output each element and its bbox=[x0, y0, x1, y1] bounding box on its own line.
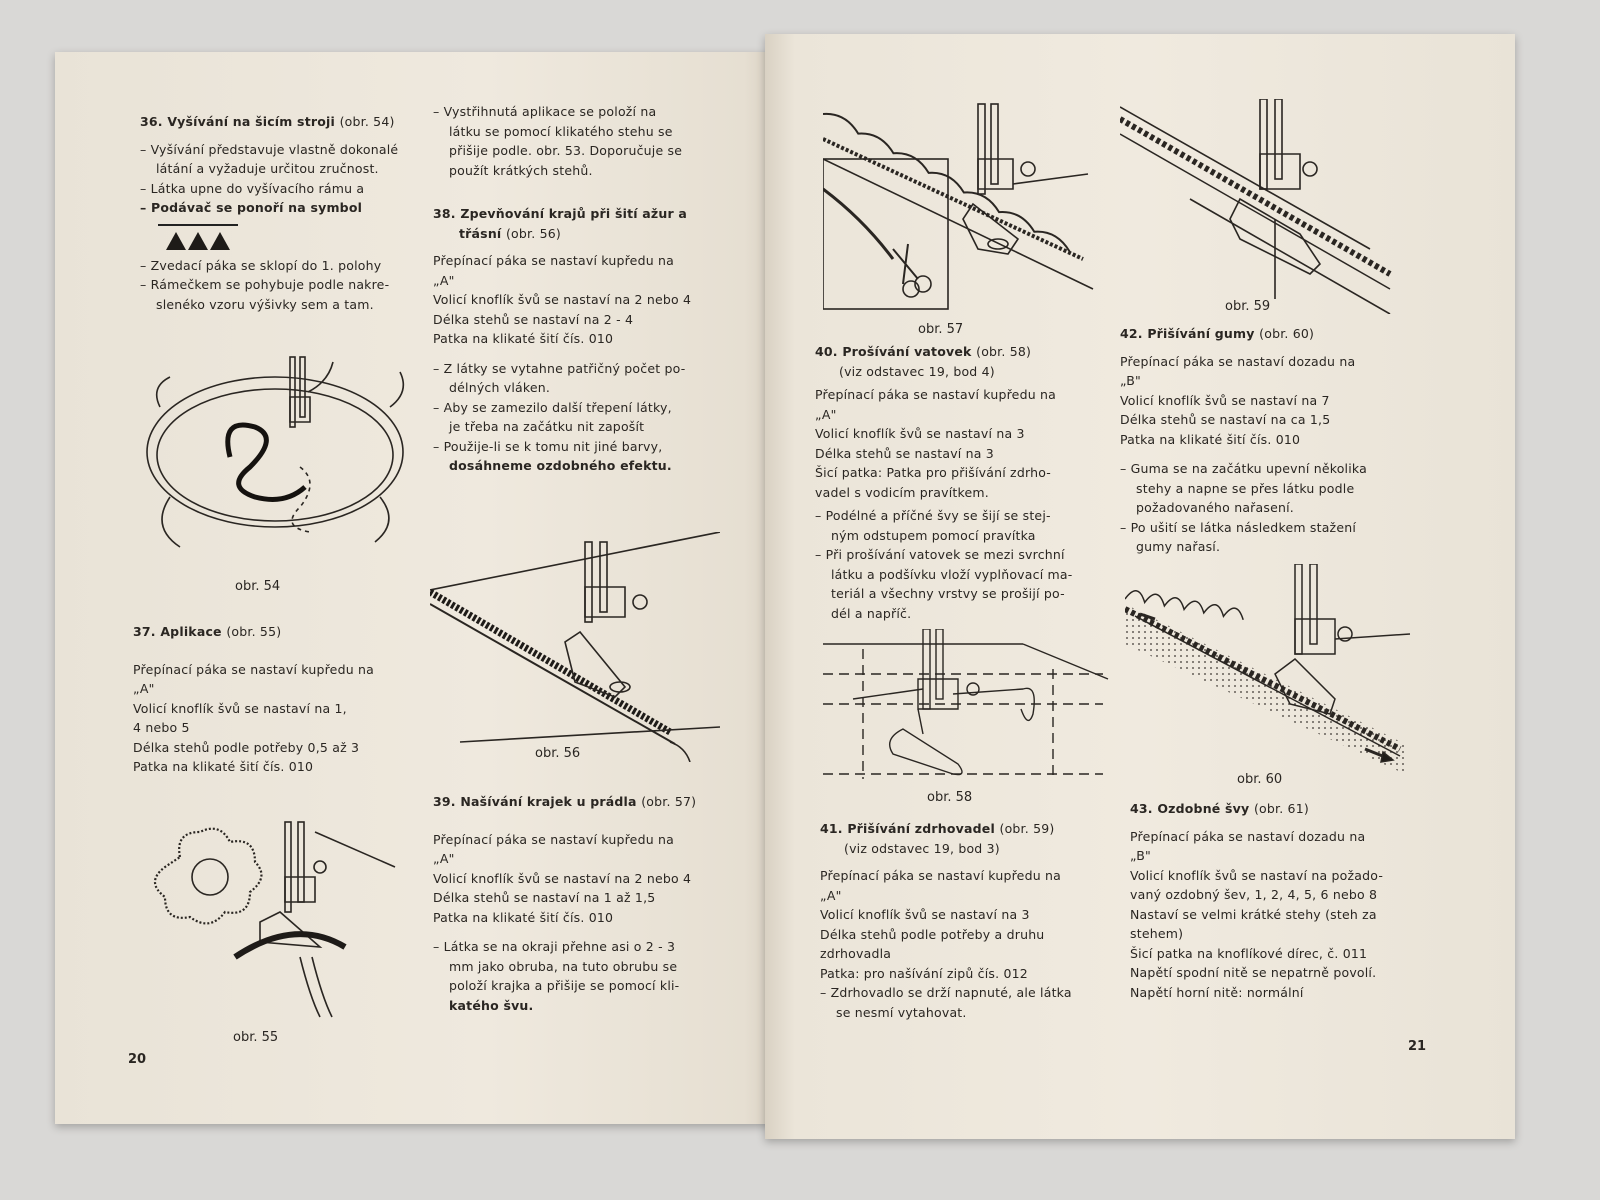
text-line: „A" bbox=[820, 887, 842, 903]
text-line: Šicí patka: Patka pro přišívání zdrho- bbox=[815, 465, 1051, 480]
text-line: Délka stehů se nastaví na ca 1,5 bbox=[1120, 412, 1331, 427]
text-line: „A" bbox=[133, 681, 155, 696]
section-36-heading: 36. Vyšívání na šicím stroji (obr. 54) bbox=[140, 114, 395, 129]
text-line: položí krajka a přišije se pomocí kli- bbox=[449, 978, 680, 993]
text-line: – Z látky se vytahne patřičný počet po- bbox=[433, 360, 686, 376]
figure-55-caption: obr. 55 bbox=[233, 1030, 279, 1045]
figure-57-caption: obr. 57 bbox=[918, 322, 964, 337]
text-line: – Zdrhovadlo se drží napnuté, ale látka bbox=[820, 985, 1072, 1000]
text-line: se nesmí vytahovat. bbox=[836, 1004, 967, 1020]
text-line: látku a podšívku vloží vyplňovací ma- bbox=[831, 566, 1073, 582]
figure-54-embroidery-hoop bbox=[140, 347, 420, 557]
text-line: – Po ušití se látka následkem stažení bbox=[1120, 519, 1357, 535]
section-37-heading: 37. Aplikace (obr. 55) bbox=[133, 624, 282, 639]
text-line: „A" bbox=[433, 851, 455, 866]
text-line: Délka stehů podle potřeby a druhu bbox=[820, 926, 1045, 942]
section-43-heading: 43. Ozdobné švy (obr. 61) bbox=[1130, 801, 1309, 816]
text-line: Délka stehů se nastaví na 3 bbox=[815, 445, 994, 461]
text-line: Volicí knoflík švů se nastaví na 3 bbox=[815, 426, 1025, 441]
text-line: délných vláken. bbox=[449, 380, 551, 395]
text-line: „B" bbox=[1130, 848, 1151, 863]
text-line: – Rámečkem se pohybuje podle nakre- bbox=[140, 277, 390, 292]
section-42 bbox=[1120, 324, 1410, 557]
text-line: gumy nařasí. bbox=[1136, 539, 1221, 554]
text-line: „A" bbox=[815, 406, 837, 422]
figure-59-zipper bbox=[1120, 99, 1410, 314]
section-40 bbox=[815, 342, 1105, 623]
text-line: Délka stehů se nastaví na 1 až 1,5 bbox=[433, 890, 656, 905]
text-line: Šicí patka na knoflíkové dírec, č. 011 bbox=[1130, 945, 1368, 961]
right-page bbox=[765, 34, 1515, 1139]
text-line: katého švu. bbox=[449, 997, 534, 1013]
text-line: zdrhovadla bbox=[820, 946, 892, 961]
text-line: Přepínací páka se nastaví kupředu na bbox=[433, 831, 674, 847]
text-line: – Aby se zamezilo další třepení látky, bbox=[433, 399, 672, 415]
figure-56-caption: obr. 56 bbox=[535, 746, 581, 761]
section-40-subheading: (viz odstavec 19, bod 4) bbox=[839, 363, 995, 379]
figure-57-lace bbox=[823, 99, 1113, 314]
text-line: Délka stehů se nastaví na 2 - 4 bbox=[433, 311, 634, 327]
text-line: Volicí knoflík švů se nastaví na 2 nebo 4 bbox=[433, 292, 692, 307]
text-line: přišije podle. obr. 53. Doporučuje se bbox=[449, 143, 683, 158]
text-line: Délka stehů podle potřeby 0,5 až 3 bbox=[133, 739, 360, 755]
section-40-heading: 40. Prošívání vatovek (obr. 58) bbox=[815, 344, 1032, 359]
section-38 bbox=[433, 102, 713, 476]
section-38-heading: 38. Zpevňování krajů při šití ažur a bbox=[433, 206, 688, 221]
open-booklet bbox=[55, 34, 1520, 1139]
figure-58-quilting bbox=[823, 629, 1113, 789]
text-line: Patka na klikaté šití čís. 010 bbox=[133, 759, 314, 774]
text-line: stehem) bbox=[1130, 926, 1184, 941]
text-line: látání a vyžaduje určitou zručnost. bbox=[156, 161, 379, 176]
text-line: vaný ozdobný šev, 1, 2, 4, 5, 6 nebo 8 bbox=[1130, 887, 1378, 902]
text-line: Volicí knoflík švů se nastaví na 2 nebo 4 bbox=[433, 870, 692, 886]
text-line: látku se pomocí klikatého stehu se bbox=[449, 123, 673, 139]
text-line: Přepínací páka se nastaví kupředu na bbox=[133, 661, 374, 677]
figure-56-fringe bbox=[430, 532, 720, 762]
section-36 bbox=[140, 112, 430, 314]
page-number-right: 21 bbox=[1408, 1039, 1427, 1054]
text-line: použít krátkých stehů. bbox=[449, 162, 593, 178]
text-line: stehy a napne se přes látku podle bbox=[1136, 480, 1355, 496]
text-line: 4 nebo 5 bbox=[133, 720, 190, 735]
text-line: – Guma se na začátku upevní několika bbox=[1120, 461, 1367, 476]
feed-dog-symbol-icon bbox=[158, 224, 238, 252]
text-line: dosáhneme ozdobného efektu. bbox=[449, 458, 672, 473]
text-line: Přepínací páka se nastaví kupředu na bbox=[815, 387, 1056, 402]
section-39 bbox=[433, 792, 718, 1015]
text-line: Přepínací páka se nastaví kupředu na bbox=[433, 253, 674, 268]
text-line: – Použije-li se k tomu nit jiné barvy, bbox=[433, 438, 663, 454]
section-39-heading: 39. Našívání krajek u prádla (obr. 57) bbox=[433, 794, 697, 809]
text-line: – Vystřihnutá aplikace se položí na bbox=[433, 104, 657, 119]
text-line: vadel s vodicím pravítkem. bbox=[815, 484, 989, 500]
section-43 bbox=[1130, 799, 1420, 1002]
text-line: je třeba na začátku nit zapošít bbox=[449, 419, 645, 434]
figure-55-applique bbox=[140, 817, 420, 1027]
section-42-heading: 42. Přišívání gumy (obr. 60) bbox=[1120, 326, 1315, 341]
text-line: Přepínací páka se nastaví kupředu na bbox=[820, 868, 1061, 883]
left-page bbox=[55, 52, 773, 1124]
text-line: – Zvedací páka se sklopí do 1. polohy bbox=[140, 257, 382, 273]
figure-60-caption: obr. 60 bbox=[1237, 772, 1283, 787]
page-number-left: 20 bbox=[128, 1052, 147, 1067]
text-line: Patka na klikaté šití čís. 010 bbox=[433, 331, 614, 346]
text-line: Volicí knoflík švů se nastaví na 1, bbox=[133, 700, 347, 716]
text-line: Přepínací páka se nastaví dozadu na bbox=[1120, 353, 1356, 369]
text-line: – Vyšívání představuje vlastně dokonalé bbox=[140, 141, 399, 157]
section-37 bbox=[133, 622, 433, 777]
section-41 bbox=[820, 819, 1110, 1022]
text-line: teriál a všechny vrstvy se prošijí po- bbox=[831, 586, 1065, 601]
text-line: – Při prošívání vatovek se mezi svrchní bbox=[815, 547, 1065, 562]
text-line: – Látka upne do vyšívacího rámu a bbox=[140, 180, 365, 196]
text-line: Patka: pro našívání zipů čís. 012 bbox=[820, 965, 1028, 981]
text-line: Patka na klikaté šití čís. 010 bbox=[1120, 431, 1301, 447]
text-line: Napětí spodní nitě se nepatrně povolí. bbox=[1130, 965, 1377, 980]
text-line: slenéko vzoru výšivky sem a tam. bbox=[156, 296, 374, 312]
text-line: Nastaví se velmi krátké stehy (steh za bbox=[1130, 906, 1377, 922]
text-line: – Podávač se ponoří na symbol bbox=[140, 200, 363, 215]
text-line: – Podélné a příčné švy se šijí se stej- bbox=[815, 508, 1051, 523]
section-41-heading: 41. Přišívání zdrhovadel (obr. 59) bbox=[820, 821, 1055, 836]
text-line: – Látka se na okraji přehne asi o 2 - 3 bbox=[433, 939, 676, 954]
text-line: Volicí knoflík švů se nastaví na 7 bbox=[1120, 392, 1330, 408]
figure-60-elastic bbox=[1125, 564, 1415, 774]
text-line: Patka na klikaté šití čís. 010 bbox=[433, 909, 614, 925]
text-line: mm jako obruba, na tuto obrubu se bbox=[449, 958, 678, 974]
figure-54-caption: obr. 54 bbox=[235, 579, 281, 594]
text-line: požadovaného nařasení. bbox=[1136, 500, 1294, 515]
figure-59-caption: obr. 59 bbox=[1225, 299, 1271, 314]
figure-58-caption: obr. 58 bbox=[927, 790, 973, 805]
text-line: „A" bbox=[433, 272, 455, 288]
text-line: dél a napříč. bbox=[831, 605, 912, 621]
text-line: „B" bbox=[1120, 373, 1141, 388]
text-line: Volicí knoflík švů se nastaví na požado- bbox=[1130, 867, 1384, 883]
text-line: Volicí knoflík švů se nastaví na 3 bbox=[820, 907, 1030, 922]
text-line: Napětí horní nitě: normální bbox=[1130, 984, 1304, 1000]
section-38-heading-cont: třásní (obr. 56) bbox=[459, 225, 561, 241]
text-line: Přepínací páka se nastaví dozadu na bbox=[1130, 828, 1366, 844]
section-41-subheading: (viz odstavec 19, bod 3) bbox=[844, 840, 1000, 856]
text-line: ným odstupem pomocí pravítka bbox=[831, 527, 1036, 543]
